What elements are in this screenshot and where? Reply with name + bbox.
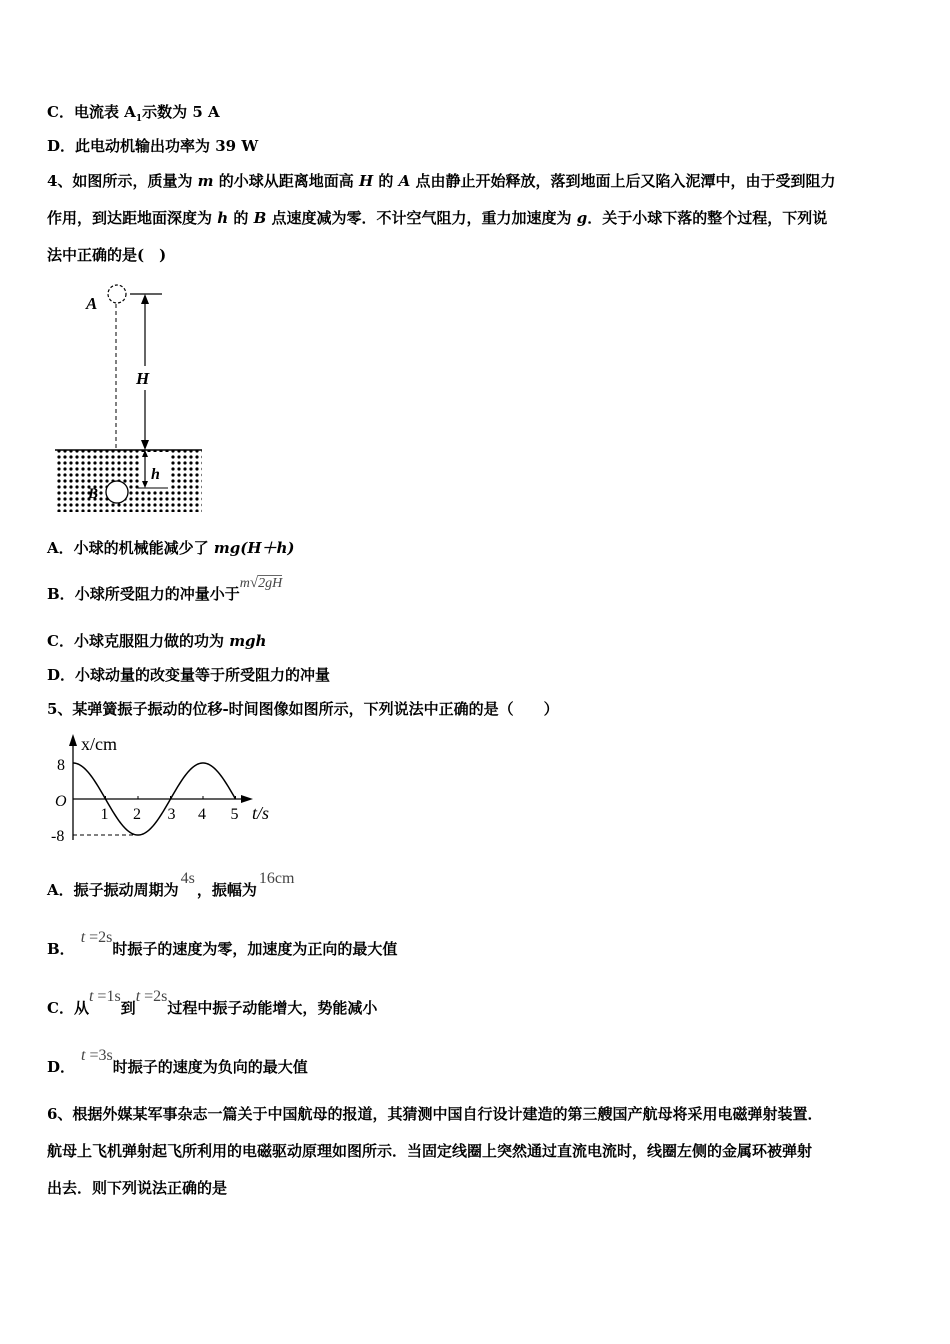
text: 的小球从距离地面高: [213, 172, 359, 190]
x-axis-arrow: [241, 795, 253, 803]
option-text: 小球所受阻力的冲量小于: [74, 585, 240, 603]
option-text: 此电动机输出功率为 39 W: [75, 137, 259, 155]
text: 点速度减为零．不计空气阻力，重力加速度为: [266, 209, 577, 227]
y-axis-arrow: [69, 734, 77, 746]
q5-chart: [45, 730, 290, 845]
x-tick-label-4: 4: [198, 806, 206, 823]
mud-region: [55, 450, 202, 512]
sqrt-sign: √: [249, 575, 259, 591]
text: 4、如图所示，质量为: [47, 172, 198, 190]
var-g: g: [576, 209, 588, 227]
formula-value: =2s: [140, 988, 168, 1005]
q6-stem-line3: 出去．则下列说法正确的是: [47, 1179, 228, 1197]
x-tick-label-1: 1: [100, 806, 109, 823]
q4-option-a: [47, 538, 295, 558]
x-axis-label: t/s: [252, 803, 270, 823]
label-A: A: [86, 294, 98, 313]
q5-stem: 5、某弹簧振子振动的位移-时间图像如图所示，下列说法中正确的是（ ）: [47, 700, 559, 718]
var-H: H: [359, 172, 374, 190]
text: 点由静止开始释放，落到地面上后又陷入泥潭中，由于受到阻力: [410, 172, 836, 190]
option-text: 小球动量的改变量等于所受阻力的冲量: [75, 666, 331, 684]
option-letter: D．: [47, 666, 76, 684]
option-text: 过程中振子动能增大，势能减小: [167, 999, 378, 1017]
option-text: 到: [120, 999, 136, 1017]
formula-sqrt: 2gH: [258, 576, 283, 591]
formula-t: t: [80, 929, 86, 946]
q4-option-c: [47, 631, 266, 651]
value-amplitude: 16cm: [258, 870, 295, 887]
option-text: 示数为 5 A: [142, 103, 220, 121]
option-text: ，振幅为: [196, 881, 257, 899]
formula-value: =2s: [85, 929, 113, 946]
text: ．关于小球下落的整个过程，下列说: [587, 209, 828, 227]
q3-option-c: [47, 102, 220, 129]
x-tick-label-2: 2: [133, 806, 141, 823]
subscript: 1: [135, 114, 143, 124]
label-h: h: [151, 466, 160, 483]
H-arrow-head-down: [141, 440, 149, 450]
x-tick-label-3: 3: [167, 806, 176, 823]
option-letter: D．: [47, 137, 76, 155]
option-text: 小球的机械能减少了: [73, 539, 214, 557]
var-B: B: [253, 209, 267, 227]
origin-label: O: [55, 793, 67, 810]
option-text: 时振子的速度为零，加速度为正向的最大值: [112, 940, 398, 958]
q5-option-a: [47, 870, 295, 901]
q4-figure: [50, 280, 210, 520]
var-m: m: [197, 172, 214, 190]
option-text: 电流表 A: [73, 103, 136, 121]
y-tick-label-neg8: -8: [51, 828, 65, 845]
ball-A: [108, 285, 126, 303]
option-letter: C．: [47, 999, 74, 1017]
label-B: B: [88, 486, 99, 502]
var-A: A: [398, 172, 411, 190]
option-text: 时振子的速度为负向的最大值: [112, 1058, 308, 1076]
x-tick-label-5: 5: [230, 806, 239, 823]
q4-option-d: [47, 665, 330, 685]
formula: mgh: [229, 632, 267, 650]
option-letter: A．: [47, 539, 74, 557]
ball-B: [106, 481, 128, 503]
q4-stem-line2: [47, 208, 827, 228]
q3-option-d: [47, 136, 258, 156]
y-axis-label: x/cm: [81, 734, 117, 754]
q6-stem-line2: 航母上飞机弹射起飞所利用的电磁驱动原理如图所示．当固定线圈上突然通过直流电流时，线圈左侧的金属环被弹射: [47, 1142, 813, 1160]
q4-stem-line3: 法中正确的是( ): [47, 246, 167, 264]
formula: mg(H＋h): [213, 539, 295, 557]
option-letter: B．: [47, 940, 75, 958]
option-letter: B．: [47, 585, 75, 603]
text: 的: [373, 172, 399, 190]
formula-value: =3s: [85, 1047, 113, 1064]
q6-stem-line1: 6、根据外媒某军事杂志一篇关于中国航母的报道，其猜测中国自行设计建造的第三艘国产航母将采用电磁弹射装置．: [47, 1105, 823, 1123]
option-letter: A．: [47, 881, 74, 899]
formula-value: =1s: [93, 988, 121, 1005]
formula-m: m: [239, 576, 250, 591]
option-letter: C．: [47, 103, 74, 121]
formula-t: t: [81, 1047, 86, 1064]
value-period: 4s: [180, 870, 195, 887]
formula-t: t: [135, 988, 141, 1005]
label-H: H: [136, 369, 150, 388]
option-letter: D．: [47, 1058, 76, 1076]
option-text: 振子振动周期为: [73, 881, 179, 899]
option-letter: C．: [47, 632, 74, 650]
q5-option-b: [47, 929, 398, 960]
text: 的: [228, 209, 254, 227]
option-text: 小球克服阻力做的功为: [73, 632, 230, 650]
option-text: 从: [73, 999, 89, 1017]
var-h: h: [217, 209, 229, 227]
y-tick-label-8: 8: [57, 757, 65, 774]
q4-option-b: [47, 575, 283, 606]
text: 作用，到达距地面深度为: [47, 209, 218, 227]
q5-option-c: [47, 988, 378, 1019]
q4-stem-line1: [47, 171, 836, 191]
q5-option-d: [47, 1047, 308, 1078]
formula-t: t: [88, 988, 94, 1005]
H-arrow-head-up: [141, 294, 149, 304]
